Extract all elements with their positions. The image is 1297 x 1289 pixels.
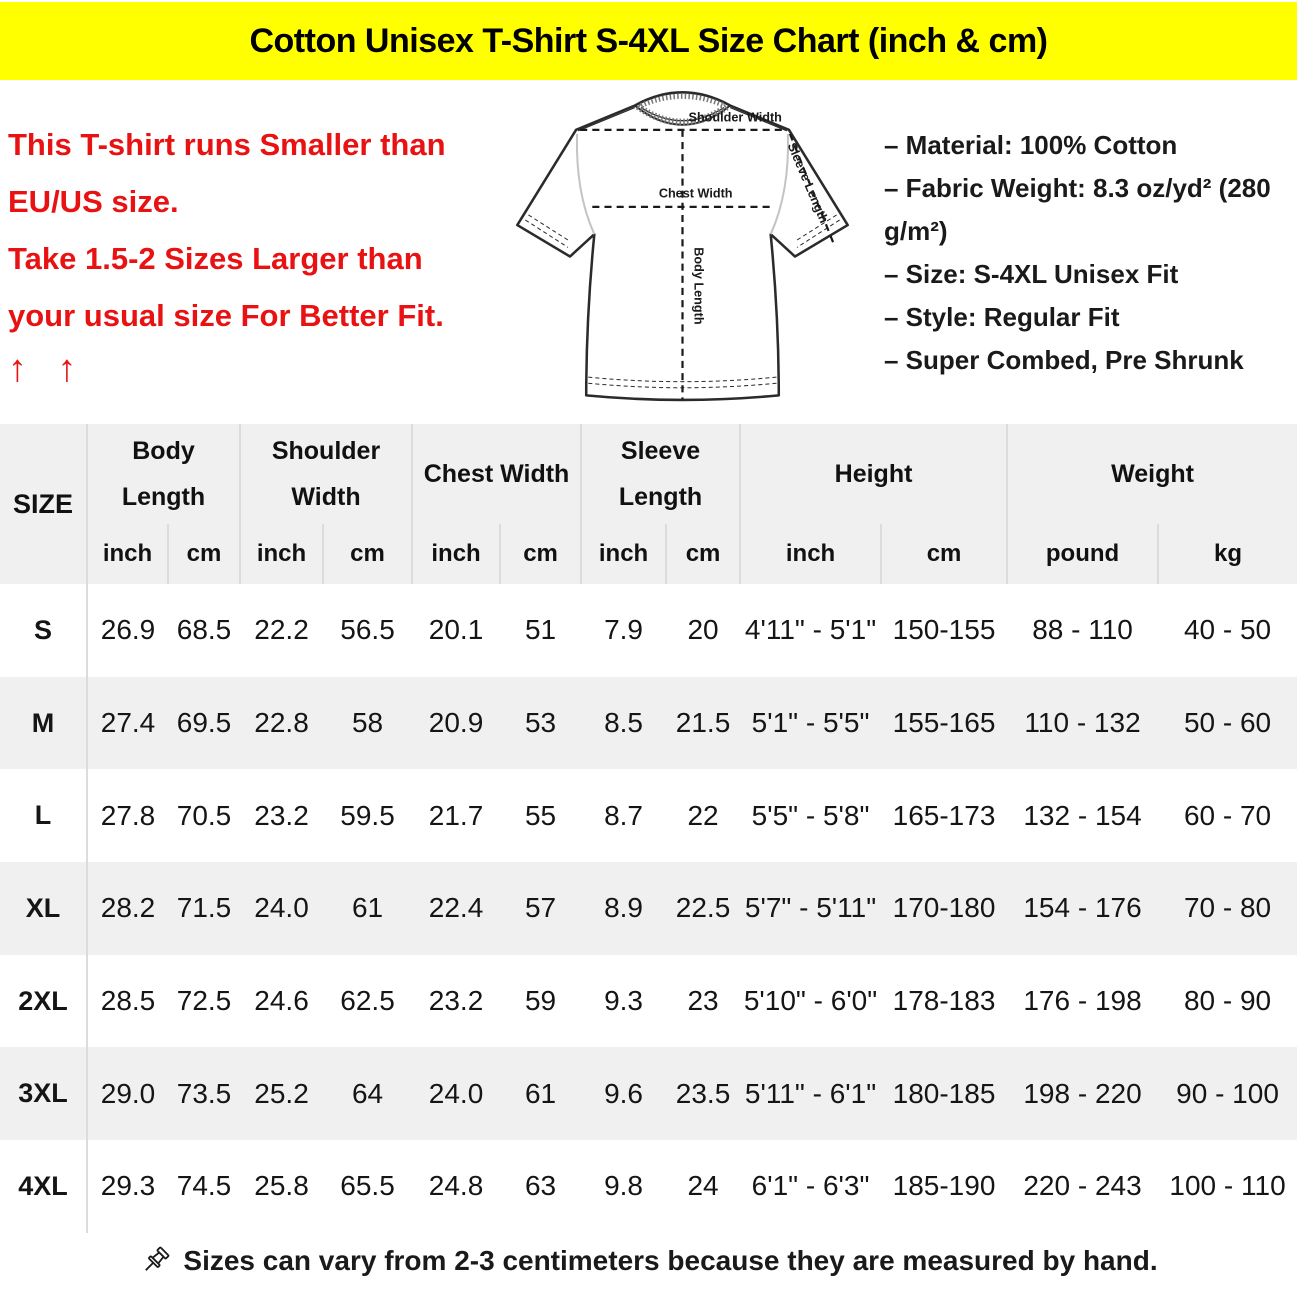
- size-cell: 2XL: [0, 955, 87, 1048]
- group-header: Chest Width: [412, 424, 581, 524]
- value-cell: 27.4: [87, 677, 168, 770]
- value-cell: 29.3: [100, 1170, 156, 1202]
- value-cell: 68.5: [176, 614, 232, 646]
- value-cell: 176 - 198: [1023, 985, 1142, 1017]
- value-cell: 150-155: [892, 614, 996, 646]
- up-arrows-icon: ↑ ↑: [8, 348, 87, 390]
- table-row: [0, 862, 1297, 955]
- spec-item-finish: – Super Combed, Pre Shrunk: [884, 345, 1244, 375]
- table-row: [0, 584, 1297, 677]
- value-cell: 5'10" - 6'0": [743, 985, 878, 1017]
- value-cell: 73.5: [168, 1047, 240, 1140]
- value-cell: 50 - 60: [1158, 677, 1297, 770]
- header-row-groups: [0, 424, 1297, 524]
- header-row-units: [0, 524, 1297, 584]
- value-cell: 20: [687, 614, 719, 646]
- unit-header: cm: [168, 524, 240, 584]
- unit-header: cm: [666, 524, 740, 584]
- product-specs-list: [884, 124, 1296, 382]
- value-cell: 20.9: [412, 677, 500, 770]
- footnote: [0, 1233, 1297, 1289]
- value-cell: 180-185: [881, 1047, 1007, 1140]
- value-cell: 21.5: [666, 677, 740, 770]
- chest-width-label: Chest Width: [658, 186, 733, 201]
- title-banner: [0, 2, 1297, 80]
- unit-header: kg: [1158, 524, 1297, 584]
- value-cell: 69.5: [168, 677, 240, 770]
- value-cell: 24.0: [240, 862, 323, 955]
- value-cell: 8.5: [581, 677, 666, 770]
- value-cell: 59: [524, 985, 557, 1017]
- table-row: [0, 955, 1297, 1048]
- value-cell: 100 - 110: [1169, 1170, 1286, 1202]
- value-cell: 220 - 243: [1023, 1170, 1142, 1202]
- value-cell: 5'5" - 5'8": [751, 799, 870, 831]
- value-cell: 26.9: [100, 614, 156, 646]
- table-row: [0, 1140, 1297, 1233]
- value-cell: 9.6: [581, 1047, 666, 1140]
- value-cell: 4'11" - 5'1": [744, 614, 877, 646]
- value-cell: 59.5: [340, 799, 395, 831]
- value-cell: 9.8: [604, 1170, 643, 1202]
- value-cell: 29.0: [87, 1047, 168, 1140]
- warning-line: EU/US size.: [8, 184, 179, 219]
- unit-header: cm: [323, 524, 412, 584]
- value-cell: 185-190: [892, 1170, 996, 1202]
- value-cell: 53: [500, 677, 581, 770]
- value-cell: 8.9: [581, 862, 666, 955]
- unit-header: inch: [87, 524, 168, 584]
- tshirt-outline-icon: [495, 83, 870, 428]
- unit-header: inch: [581, 524, 666, 584]
- size-cell: L: [0, 769, 87, 862]
- value-cell: 21.7: [428, 799, 484, 831]
- value-cell: 56.5: [340, 614, 395, 646]
- table-row: [0, 769, 1297, 862]
- value-cell: 27.8: [100, 799, 156, 831]
- value-cell: 40 - 50: [1183, 614, 1272, 646]
- value-cell: 23: [687, 985, 719, 1017]
- value-cell: 5'7" - 5'11": [740, 862, 881, 955]
- size-table-head: [0, 424, 1297, 584]
- spec-item-size: – Size: S-4XL Unisex Fit: [884, 259, 1179, 289]
- unit-header: pound: [1007, 524, 1158, 584]
- value-cell: 24.0: [412, 1047, 500, 1140]
- size-chart-table: [0, 424, 1297, 1233]
- value-cell: 61: [323, 862, 412, 955]
- pushpin-icon: [139, 1245, 171, 1277]
- unit-header: inch: [412, 524, 500, 584]
- size-cell: S: [0, 584, 87, 677]
- value-cell: 74.5: [176, 1170, 232, 1202]
- value-cell: 178-183: [892, 985, 996, 1017]
- value-cell: 25.8: [254, 1170, 309, 1202]
- value-cell: 63: [524, 1170, 557, 1202]
- value-cell: 70 - 80: [1158, 862, 1297, 955]
- value-cell: 154 - 176: [1007, 862, 1158, 955]
- value-cell: 22.4: [412, 862, 500, 955]
- value-cell: 51: [524, 614, 557, 646]
- group-header: Weight: [1007, 424, 1297, 524]
- value-cell: 80 - 90: [1183, 985, 1272, 1017]
- value-cell: 110 - 132: [1007, 677, 1158, 770]
- value-cell: 88 - 110: [1032, 614, 1133, 646]
- value-cell: 64: [323, 1047, 412, 1140]
- value-cell: 5'11" - 6'1": [740, 1047, 881, 1140]
- tshirt-measurement-diagram: [495, 83, 870, 428]
- unit-header: inch: [740, 524, 881, 584]
- value-cell: 71.5: [168, 862, 240, 955]
- size-column-header: SIZE: [0, 424, 87, 584]
- group-header: Body Length: [87, 424, 240, 524]
- group-header: Shoulder Width: [240, 424, 412, 524]
- value-cell: 65.5: [340, 1170, 395, 1202]
- value-cell: 90 - 100: [1158, 1047, 1297, 1140]
- warning-line: your usual size For Better Fit.: [8, 298, 444, 333]
- table-row: [0, 1047, 1297, 1140]
- value-cell: 170-180: [881, 862, 1007, 955]
- value-cell: 70.5: [176, 799, 232, 831]
- value-cell: 28.2: [87, 862, 168, 955]
- value-cell: 5'1" - 5'5": [740, 677, 881, 770]
- size-table-body: [0, 584, 1297, 1233]
- value-cell: 55: [524, 799, 557, 831]
- warning-line: This T-shirt runs Smaller than: [8, 127, 446, 162]
- size-cell: XL: [0, 862, 87, 955]
- group-header: Height: [740, 424, 1007, 524]
- spec-item-fabric-weight: – Fabric Weight: 8.3 oz/yd² (280 g/m²): [884, 173, 1271, 246]
- value-cell: 23.2: [428, 985, 484, 1017]
- unit-header: cm: [500, 524, 581, 584]
- value-cell: 198 - 220: [1007, 1047, 1158, 1140]
- value-cell: 155-165: [881, 677, 1007, 770]
- value-cell: 23.5: [666, 1047, 740, 1140]
- unit-header: cm: [881, 524, 1007, 584]
- value-cell: 7.9: [604, 614, 643, 646]
- shoulder-width-label: Shoulder Width: [688, 110, 782, 125]
- value-cell: 22.2: [254, 614, 309, 646]
- table-row: [0, 677, 1297, 770]
- value-cell: 8.7: [604, 799, 643, 831]
- spec-item-material: – Material: 100% Cotton: [884, 130, 1178, 160]
- value-cell: 62.5: [340, 985, 395, 1017]
- value-cell: 22: [687, 799, 719, 831]
- page-title: Cotton Unisex T-Shirt S-4XL Size Chart (inch & cm): [249, 21, 1048, 60]
- footnote-text: Sizes can vary from 2-3 centimeters because they are measured by hand.: [183, 1245, 1158, 1276]
- value-cell: 132 - 154: [1023, 799, 1142, 831]
- value-cell: 23.2: [254, 799, 309, 831]
- size-cell: 4XL: [0, 1140, 87, 1233]
- group-header: Sleeve Length: [581, 424, 740, 524]
- value-cell: 25.2: [240, 1047, 323, 1140]
- value-cell: 24: [687, 1170, 719, 1202]
- value-cell: 28.5: [100, 985, 156, 1017]
- size-cell: M: [0, 677, 87, 770]
- size-cell: 3XL: [0, 1047, 87, 1140]
- unit-header: inch: [240, 524, 323, 584]
- value-cell: 20.1: [428, 614, 484, 646]
- body-length-label: Body Length: [691, 247, 706, 325]
- value-cell: 60 - 70: [1183, 799, 1272, 831]
- spec-item-style: – Style: Regular Fit: [884, 302, 1120, 332]
- value-cell: 61: [500, 1047, 581, 1140]
- value-cell: 72.5: [176, 985, 232, 1017]
- value-cell: 9.3: [604, 985, 643, 1017]
- value-cell: 22.5: [666, 862, 740, 955]
- value-cell: 24.8: [428, 1170, 484, 1202]
- value-cell: 165-173: [892, 799, 996, 831]
- fit-warning: [8, 116, 513, 391]
- value-cell: 24.6: [254, 985, 309, 1017]
- warning-line: Take 1.5-2 Sizes Larger than: [8, 241, 423, 276]
- sleeve-length-label: Sleeve Length: [784, 140, 832, 226]
- value-cell: 58: [323, 677, 412, 770]
- value-cell: 57: [500, 862, 581, 955]
- value-cell: 6'1" - 6'3": [751, 1170, 870, 1202]
- value-cell: 22.8: [240, 677, 323, 770]
